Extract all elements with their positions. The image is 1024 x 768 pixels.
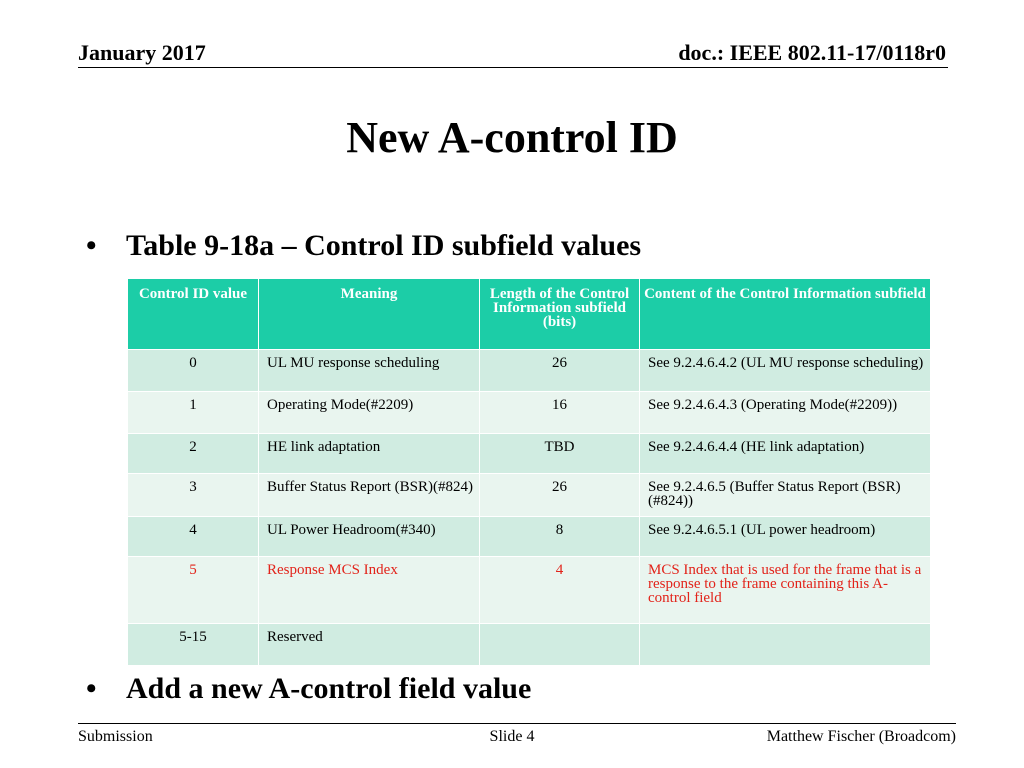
- table-row-highlighted: [128, 557, 931, 624]
- cell-content: See 9.2.4.6.5 (Buffer Status Report (BSR)(#824)): [640, 474, 931, 517]
- table-row: [128, 624, 931, 666]
- cell-id: 5: [128, 557, 259, 624]
- cell-content: See 9.2.4.6.4.4 (HE link adaptation): [640, 434, 931, 474]
- header-divider: [78, 67, 948, 68]
- bullet-text: Table 9-18a – Control ID subfield values: [126, 229, 642, 262]
- footer-slide-number: Slide 4: [489, 728, 535, 745]
- col-header-length: Length of the Control Information subfield (bits): [480, 279, 640, 350]
- cell-content: [640, 624, 931, 666]
- cell-content: See 9.2.4.6.5.1 (UL power headroom): [640, 517, 931, 557]
- cell-id: 3: [128, 474, 259, 517]
- footer-author: Matthew Fischer (Broadcom): [766, 728, 956, 745]
- header-date: January 2017: [78, 40, 206, 65]
- cell-meaning: Operating Mode(#2209): [259, 392, 480, 434]
- table-header-row: [128, 279, 931, 350]
- cell-length: TBD: [480, 434, 640, 474]
- footer-submission: Submission: [78, 728, 153, 745]
- cell-id: 4: [128, 517, 259, 557]
- cell-meaning: Reserved: [259, 624, 480, 666]
- cell-length: 16: [480, 392, 640, 434]
- cell-id: 1: [128, 392, 259, 434]
- col-header-control-id: Control ID value: [128, 279, 259, 350]
- col-header-meaning: Meaning: [259, 279, 480, 350]
- footer-divider: [78, 723, 956, 724]
- bullet-text: Add a new A-control field value: [126, 672, 532, 705]
- cell-meaning: UL MU response scheduling: [259, 350, 480, 392]
- bullet-dot-icon: •: [86, 672, 97, 705]
- cell-id: 2: [128, 434, 259, 474]
- bullet-add-field: [86, 672, 531, 706]
- cell-id: 5-15: [128, 624, 259, 666]
- cell-length: 4: [480, 557, 640, 624]
- table-row: [128, 474, 931, 517]
- header-doc-id: doc.: IEEE 802.11-17/0118r0: [678, 40, 946, 65]
- bullet-table-caption: [86, 229, 641, 263]
- cell-length: 26: [480, 350, 640, 392]
- cell-meaning: HE link adaptation: [259, 434, 480, 474]
- cell-length: 26: [480, 474, 640, 517]
- table-row: [128, 517, 931, 557]
- cell-content: See 9.2.4.6.4.3 (Operating Mode(#2209)): [640, 392, 931, 434]
- bullet-dot-icon: •: [86, 229, 97, 262]
- control-id-table: [127, 278, 931, 666]
- cell-content: See 9.2.4.6.4.2 (UL MU response scheduling): [640, 350, 931, 392]
- cell-length: 8: [480, 517, 640, 557]
- table-row: [128, 392, 931, 434]
- cell-meaning: Response MCS Index: [259, 557, 480, 624]
- cell-content: MCS Index that is used for the frame that is a response to the frame containing this A-control field: [640, 557, 931, 624]
- table-row: [128, 350, 931, 392]
- cell-meaning: Buffer Status Report (BSR)(#824): [259, 474, 480, 517]
- cell-length: [480, 624, 640, 666]
- cell-meaning: UL Power Headroom(#340): [259, 517, 480, 557]
- col-header-content: Content of the Control Information subfield: [640, 279, 931, 350]
- cell-id: 0: [128, 350, 259, 392]
- table-row: [128, 434, 931, 474]
- slide-title: New A-control ID: [346, 113, 678, 162]
